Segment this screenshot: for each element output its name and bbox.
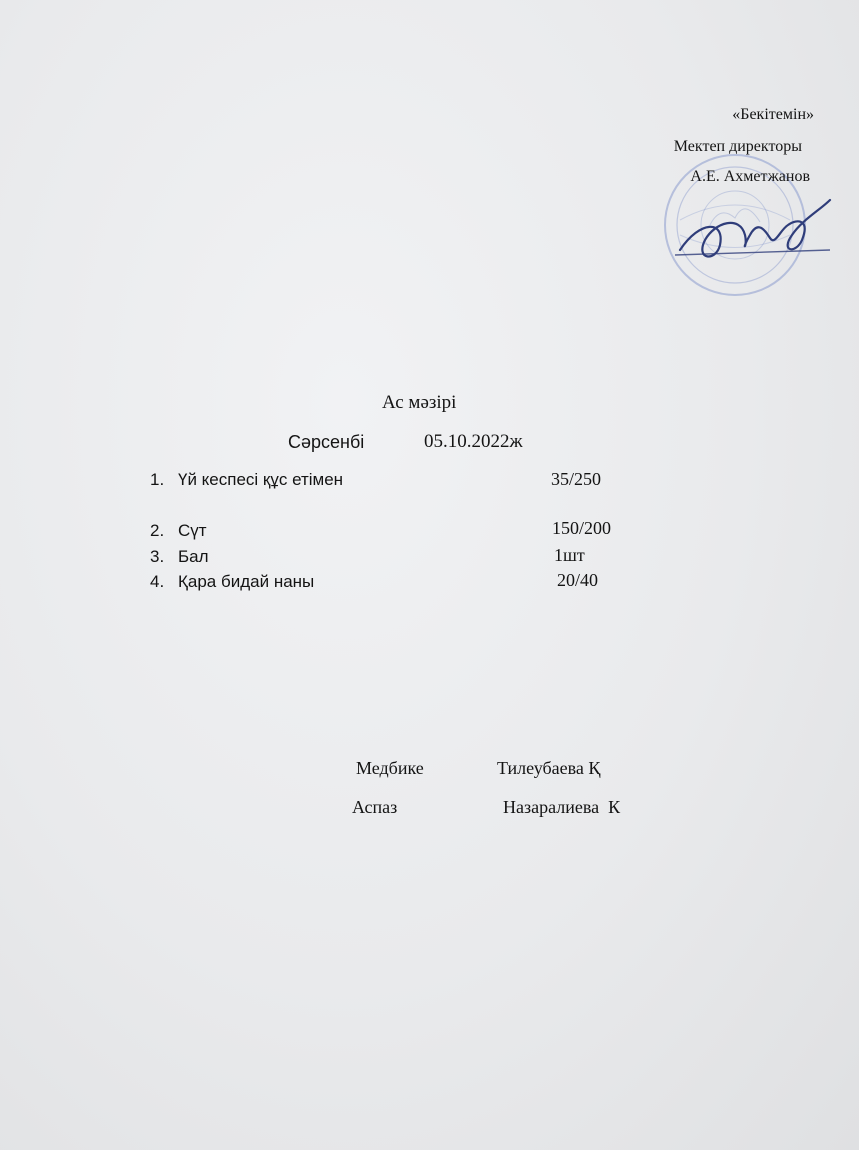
item-name: Қара бидай наны: [178, 572, 315, 591]
item-number: 1.: [150, 470, 165, 489]
approval-block: [640, 100, 850, 300]
signature-icon: [670, 190, 850, 280]
approval-label: «Бекітемін»: [732, 106, 814, 123]
item-portion: 20/40: [557, 570, 599, 590]
item-portion: 1шт: [554, 545, 585, 565]
approval-name: А.Е. Ахметжанов: [690, 168, 810, 185]
signature-name: Назаралиева К: [503, 797, 621, 817]
item-name: Бал: [178, 547, 209, 566]
menu-title: Ас мәзірі: [382, 392, 457, 413]
item-number: 2.: [150, 521, 165, 540]
menu-date: 05.10.2022ж: [424, 431, 523, 452]
signature-role: Аспаз: [352, 797, 398, 817]
item-portion: 150/200: [552, 518, 612, 538]
item-number: 4.: [150, 572, 165, 591]
approval-position: Мектеп директоры: [673, 138, 802, 155]
signature-name: Тилеубаева Қ: [497, 758, 601, 778]
item-name: Сүт: [178, 521, 207, 540]
item-number: 3.: [150, 547, 165, 566]
signature-role: Медбике: [356, 758, 424, 778]
item-name: Үй кеспесі құс етімен: [178, 470, 344, 489]
menu-day: Сәрсенбі: [288, 432, 365, 452]
item-portion: 35/250: [551, 469, 602, 489]
